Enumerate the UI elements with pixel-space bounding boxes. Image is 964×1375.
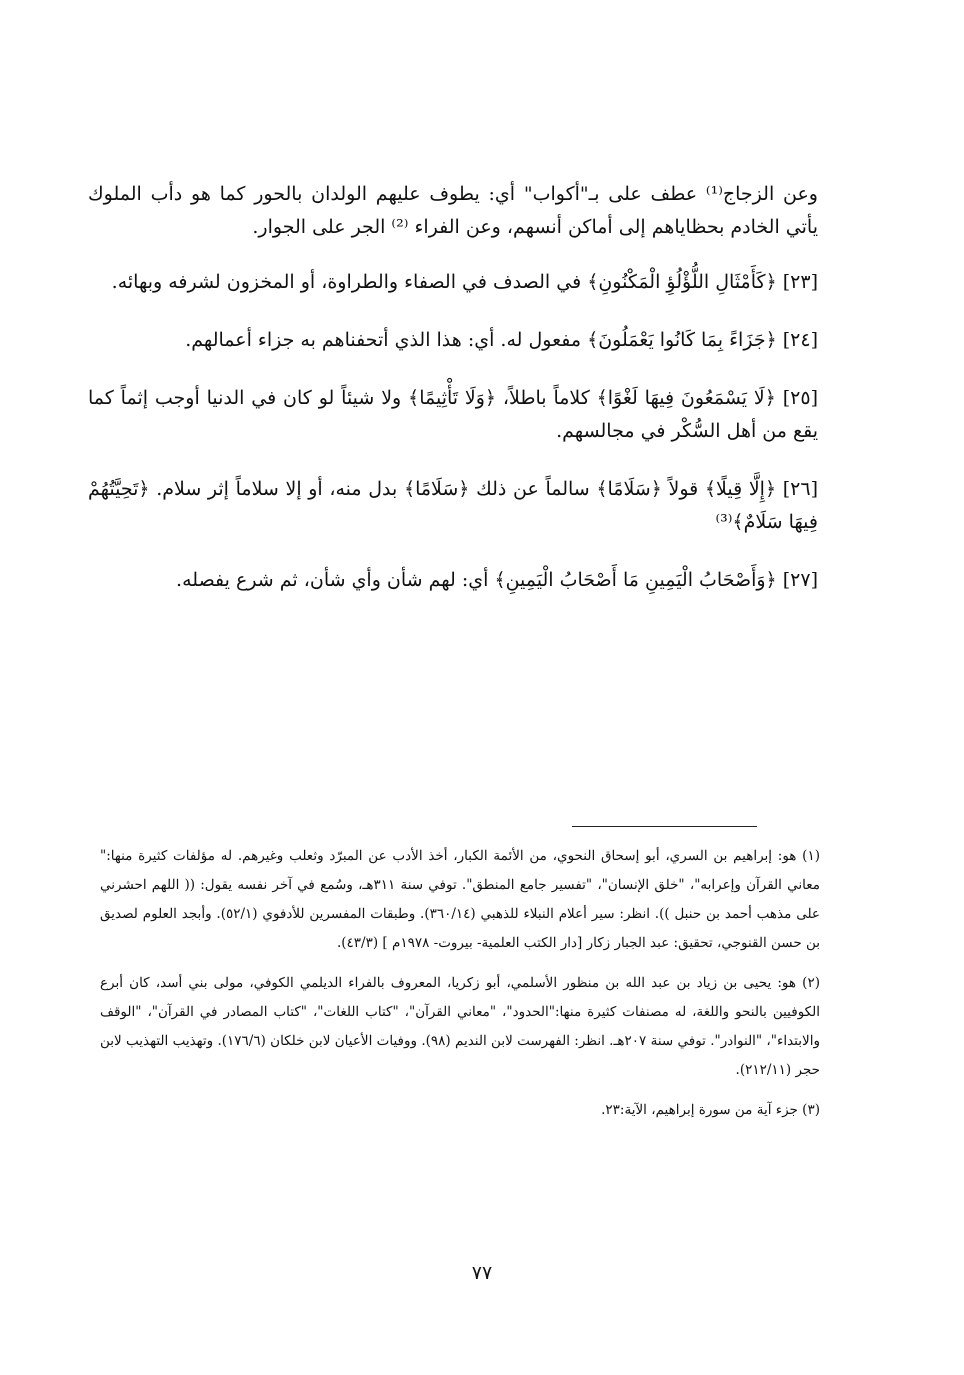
footnote-divider	[572, 826, 757, 827]
footnote-2: (٢) هو: يحيى بن زياد بن عبد الله بن منظور الأسلمي، أبو زكريا، المعروف بالفراء الديلمي الكوفي، مولى بني أسد، كان أبرع الكوفيين بالنحو واللغة، له مصنفات كثيرة منها:"الحدود"، "معاني القرآن"، "كتاب اللغات"، "كتاب المصادر في القرآن"، "الوقف والابتداء"، "النوادر". توفي سنة ٢٠٧هـ. انظر: الفهرست لابن النديم (٩٨). ووفيات الأعيان لابن خلكان (١٧٦/٦). وتهذيب التهذيب لابن حجر (٢١٢/١١).	[100, 975, 820, 1078]
main-text	[88, 178, 818, 622]
page-number: ٧٧	[471, 1262, 493, 1284]
paragraph-verse-26: [٢٦] ﴿إِلَّا قِيلًا﴾ قولاً ﴿سَلَامًا﴾ سالماً عن ذلك ﴿سَلَامًا﴾ بدل منه، أو إلا سلاماً إثر سلام. ﴿تَحِيَّتُهُمْ فِيهَا سَلَامٌ﴾⁽³⁾	[88, 478, 818, 533]
footnote-1: (١) هو: إبراهيم بن السري، أبو إسحاق النحوي، من الأئمة الكبار، أخذ الأدب عن المبرّد وثعلب وغيرهم. له مؤلفات كثيرة منها:" معاني القرآن وإعرابه"، "خلق الإنسان"، "تفسير جامع المنطق". توفي سنة ٣١١هـ، وسُمع في آخر نفسه يقول: (( اللهم احشرني على مذهب أحمد بن حنبل )). انظر: سير أعلام النبلاء للذهبي (٣٦٠/١٤). وطبقات المفسرين للأدفوي (٥٢/١). وأبجد العلوم لصديق بن حسن القنوجي، تحقيق: عبد الجبار زكار [دار الكتب العلمية- بيروت- ١٩٧٨م ] (٤٣/٣).	[100, 848, 820, 951]
footnotes	[100, 842, 820, 1136]
footnote-3: (٣) جزء آية من سورة إبراهيم، الآية:٢٣.	[601, 1102, 820, 1118]
paragraph-verse-27: [٢٧] ﴿وَأَصْحَابُ الْيَمِينِ مَا أَصْحَابُ الْيَمِينِ﴾ أي: لهم شأن وأي شأن، ثم شرع يفصله.	[176, 569, 818, 591]
paragraph-verse-23: [٢٣] ﴿كَأَمْثَالِ اللُّؤْلُؤِ الْمَكْنُونِ﴾ في الصدف في الصفاء والطراوة، أو المخزون لشرفه وبهائه.	[111, 271, 818, 293]
paragraph-verse-25: [٢٥] ﴿لَا يَسْمَعُونَ فِيهَا لَغْوًا﴾ كلاماً باطلاً، ﴿وَلَا تَأْثِيمًا﴾ ولا شيئاً لو كان في الدنيا أوجب إثماً كما يقع من أهل السُّكْر في مجالسهم.	[88, 387, 818, 442]
paragraph-verse-24: [٢٤] ﴿جَزَاءً بِمَا كَانُوا يَعْمَلُونَ﴾ مفعول له. أي: هذا الذي أتحفناهم به جزاء أعمالهم.	[185, 329, 818, 351]
paragraph-intro: وعن الزجاج⁽¹⁾ عطف على بـ"أكواب" أي: يطوف عليهم الولدان بالحور كما هو دأب الملوك يأتي الخادم بحظاياهم إلى أماكن أنسهم، وعن الفراء ⁽²⁾ الجر على الجوار.	[88, 183, 818, 238]
